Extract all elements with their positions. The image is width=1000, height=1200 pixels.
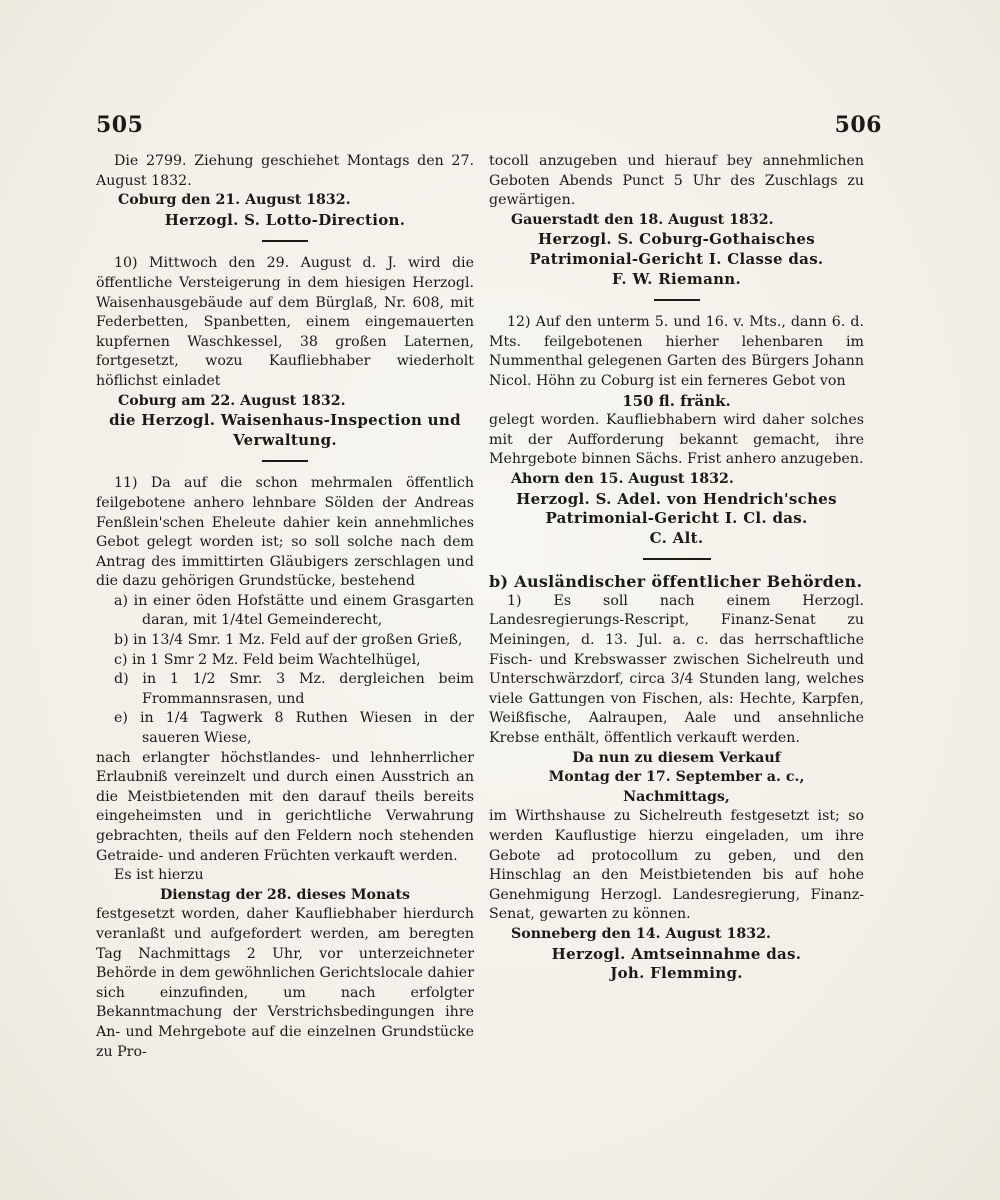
list-item: b) in 13/4 Smr. 1 Mz. Feld auf der großen Grieß, [114, 632, 463, 649]
page-number-right: 506 [834, 112, 882, 138]
notice-b1-date: Sonneberg den 14. August 1832. [511, 925, 771, 942]
notice-11-day: Dienstag der 28. dieses Monats [159, 886, 411, 903]
notice-b1-name: Joh. Flemming. [610, 964, 743, 983]
notice-10-date: Coburg am 22. August 1832. [118, 392, 346, 409]
notice-b1-text: 1) Es soll nach einem Herzogl. Landesregierungs-Rescript, Finanz-Senat zu Meiningen, d. 13. Jul. a. c. das herrschaftliche Fisch- und Krebswasser zwischen Sichelreuth und Unterschwärzdorf, circa 3/4 Stunden lang, welches viele Gattungen von Fischen, als: Hechte, Karpfen, Weißfische, Aalraupen, Aale und ansehnliche Krebse enthält, öffentlich verkauft werden. [489, 592, 864, 747]
list-item: c) in 1 Smr 2 Mz. Feld beim Wachtelhügel, [114, 651, 421, 668]
notice-12-price: 150 fl. fränk. [622, 391, 731, 410]
notice-b1-intro: Da nun zu diesem Verkauf [572, 749, 781, 766]
notice-12-continuation: gelegt worden. Kaufliebhabern wird daher solches mit der Aufforderung bekannt gemacht, ihre Mehrgebote binnen Sächs. Frist anhero anzugeben. [489, 412, 864, 468]
notice-11-name: F. W. Riemann. [611, 269, 742, 288]
notice-11-continuation: nach erlangter höchstlandes- und lehnherrlicher Erlaubniß vereinzelt und durch einen Ausstrich an die Meistbietenden mit den darauf theils bereits eingeheimsten und in gerichtliche Verwahrung gebrachten, theils auf den Feldern noch stehenden Getraide- und anderen Früchten verkauft werden. [96, 749, 474, 864]
notice-b1-time: Nachmittags, [623, 788, 730, 805]
list-item: d) in 1 1/2 Smr. 3 Mz. dergleichen beim Frommannsrasen, und [114, 671, 474, 707]
notice-11-hierzu: Es ist hierzu [114, 867, 204, 884]
divider [643, 558, 711, 560]
notice-12-date: Ahorn den 15. August 1832. [511, 470, 734, 487]
notice-12-signature: Herzogl. S. Adel. von Hendrich'sches Patrimonial-Gericht I. Cl. das. [516, 489, 837, 528]
notice-lottery-date: Coburg den 21. August 1832. [118, 192, 351, 209]
notice-10-signature: die Herzogl. Waisenhaus-Inspection und Verwaltung. [109, 411, 461, 449]
divider [654, 299, 700, 301]
notice-11-closing: festgesetzt worden, daher Kaufliebhaber hierdurch veranlaßt und aufgefordert werden, am beregten Tag Nachmittags 2 Uhr, vor unterzeichneter Behörde in dem gewöhnlichen Gerichtslocale dahier sich einzufinden, um nach erfolgter Bekanntmachung der Verstrichsbedingungen ihre An- und Mehrgebote auf die einzelnen Grundstücke zu Pro- [96, 906, 474, 1060]
notice-12-text: 12) Auf den unterm 5. und 16. v. Mts., dann 6. d. Mts. feilgebotenen hierher lehenbaren im Nummenthal gelegenen Garten des Bürgers Johann Nicol. Höhn zu Coburg ist ein ferneres Gebot von [489, 314, 864, 389]
notice-10-text: 10) Mittwoch den 29. August d. J. wird die öffentliche Versteigerung in dem hiesigen Herzogl. Waisenhausgebäude auf dem Bürglaß, Nr. 608, mit Federbetten, Spanbetten, einem eingemauerten kupfernen Waschkessel, 38 großen Laternen, fortgesetzt, wozu Kaufliebhaber wiederholt höflichst einladet [96, 255, 474, 389]
left-column [96, 152, 474, 1062]
notice-lottery-signature: Herzogl. S. Lotto-Direction. [164, 210, 406, 229]
notice-b1-signature: Herzogl. Amtseinnahme das. [551, 944, 802, 963]
notice-11-end-text: tocoll anzugeben und hierauf bey annehmlichen Geboten Abends Punct 5 Uhr des Zuschlags zu gewärtigen. [489, 153, 864, 209]
right-column [489, 152, 864, 984]
divider [262, 460, 308, 462]
list-item: e) in 1/4 Tagwerk 8 Ruthen Wiesen in der saueren Wiese, [114, 710, 474, 747]
notice-11-date: Gauerstadt den 18. August 1832. [511, 211, 774, 228]
divider [262, 240, 308, 242]
notice-11-signature: Herzogl. S. Coburg-Gothaisches Patrimonial-Gericht I. Classe das. [529, 230, 824, 268]
notice-11-text: 11) Da auf die schon mehrmalen öffentlich feilgebotene anhero lehnbare Sölden der Andreas Fenßlein'schen Eheleute dahier kein annehmliches Gebot gelegt worden ist; so soll solche nach dem Antrag des immittirten Gläubigers zerschlagen und die dazu gehörigen Grundstücke, bestehend [96, 475, 474, 590]
notice-lottery-text: Die 2799. Ziehung geschiehet Montags den 27. August 1832. [96, 153, 474, 189]
notice-b1-continuation: im Wirthshause zu Sichelreuth festgesetzt ist; so werden Kauflustige hierzu eingeladen, um ihre Gebote ad protocollum zu geben, und den Hinschlag an den Meistbietenden bis auf hohe Genehmigung Herzogl. Landesregierung, Finanz-Senat, gewarten zu können. [489, 808, 864, 923]
list-item: a) in einer öden Hofstätte und einem Grasgarten daran, mit 1/4tel Gemeinderecht, [114, 592, 474, 629]
notice-12-name: C. Alt. [649, 528, 704, 547]
notice-b1-day: Montag der 17. September a. c., [548, 769, 805, 786]
page-number-left: 505 [96, 112, 144, 138]
section-heading-b: b) Ausländischer öffentlicher Behörden. [489, 572, 863, 592]
